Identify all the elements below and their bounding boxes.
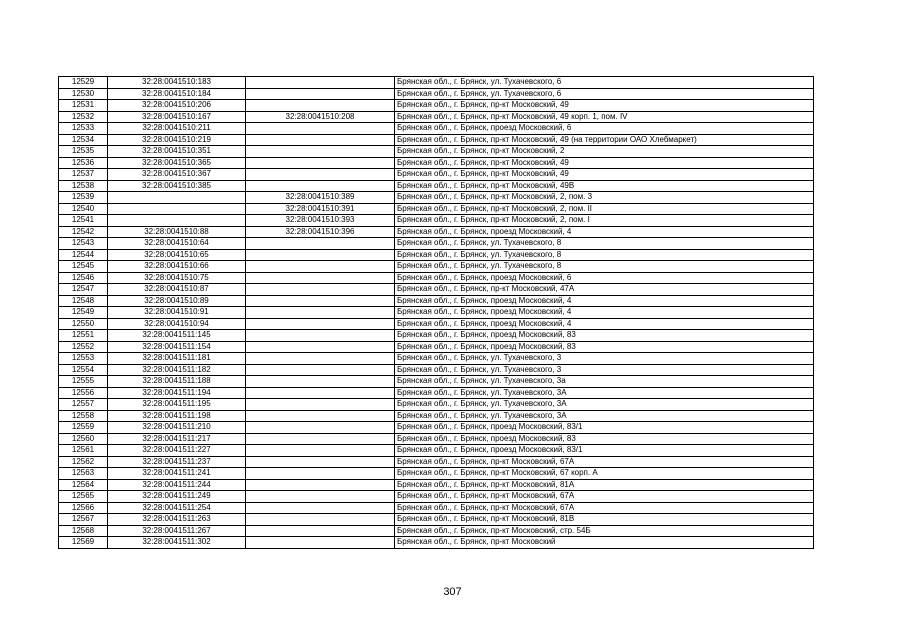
address-cell: Брянская обл., г. Брянск, пр-кт Московский, 49 корп. 1, пом. IV — [395, 111, 814, 123]
cadastral-number-cell: 32:28:0041510:89 — [108, 295, 246, 307]
row-number-cell: 12568 — [59, 525, 108, 537]
row-number-cell: 12554 — [59, 364, 108, 376]
cadastral-number-cell: 32:28:0041511:244 — [108, 479, 246, 491]
parent-cadastral-number-cell — [246, 307, 395, 319]
cadastral-number-cell: 32:28:0041511:267 — [108, 525, 246, 537]
cadastral-number-cell — [108, 203, 246, 215]
cadastral-number-cell: 32:28:0041511:249 — [108, 491, 246, 503]
parent-cadastral-number-cell — [246, 272, 395, 284]
cadastral-number-cell: 32:28:0041511:154 — [108, 341, 246, 353]
row-number-cell: 12530 — [59, 88, 108, 100]
address-cell: Брянская обл., г. Брянск, ул. Тухачевского, 6 — [395, 77, 814, 89]
address-cell: Брянская обл., г. Брянск, пр-кт Московский, 49 — [395, 169, 814, 181]
address-cell: Брянская обл., г. Брянск, ул. Тухачевского, 3 — [395, 353, 814, 365]
cadastral-number-cell: 32:28:0041510:365 — [108, 157, 246, 169]
row-number-cell: 12541 — [59, 215, 108, 227]
address-cell: Брянская обл., г. Брянск, ул. Тухачевского, 3А — [395, 399, 814, 411]
row-number-cell: 12556 — [59, 387, 108, 399]
row-number-cell: 12557 — [59, 399, 108, 411]
table-row — [59, 203, 814, 215]
row-number-cell: 12542 — [59, 226, 108, 238]
address-cell: Брянская обл., г. Брянск, пр-кт Московский, 49 (на территории ОАО Хлебмаркет) — [395, 134, 814, 146]
address-cell: Брянская обл., г. Брянск, ул. Тухачевского, 3а — [395, 376, 814, 388]
table-row — [59, 226, 814, 238]
table-row — [59, 307, 814, 319]
table-row — [59, 364, 814, 376]
parent-cadastral-number-cell — [246, 238, 395, 250]
parent-cadastral-number-cell — [246, 330, 395, 342]
row-number-cell: 12547 — [59, 284, 108, 296]
cadastral-number-cell: 32:28:0041511:188 — [108, 376, 246, 388]
table-row — [59, 169, 814, 181]
parent-cadastral-number-cell — [246, 353, 395, 365]
address-cell: Брянская обл., г. Брянск, пр-кт Московский, 81А — [395, 479, 814, 491]
parent-cadastral-number-cell — [246, 261, 395, 273]
address-cell: Брянская обл., г. Брянск, ул. Тухачевского, 8 — [395, 238, 814, 250]
row-number-cell: 12560 — [59, 433, 108, 445]
table-row — [59, 341, 814, 353]
table-row — [59, 456, 814, 468]
cadastral-number-cell: 32:28:0041511:263 — [108, 514, 246, 526]
row-number-cell: 12538 — [59, 180, 108, 192]
cadastral-number-cell: 32:28:0041510:66 — [108, 261, 246, 273]
row-number-cell: 12549 — [59, 307, 108, 319]
row-number-cell: 12533 — [59, 123, 108, 135]
row-number-cell: 12529 — [59, 77, 108, 89]
cadastral-number-cell: 32:28:0041511:182 — [108, 364, 246, 376]
cadastral-number-cell: 32:28:0041510:206 — [108, 100, 246, 112]
parent-cadastral-number-cell: 32:28:0041510:396 — [246, 226, 395, 238]
row-number-cell: 12532 — [59, 111, 108, 123]
cadastral-number-cell: 32:28:0041511:195 — [108, 399, 246, 411]
parent-cadastral-number-cell — [246, 157, 395, 169]
cadastral-number-cell: 32:28:0041510:211 — [108, 123, 246, 135]
cadastral-number-cell: 32:28:0041510:351 — [108, 146, 246, 158]
row-number-cell: 12551 — [59, 330, 108, 342]
row-number-cell: 12558 — [59, 410, 108, 422]
row-number-cell: 12534 — [59, 134, 108, 146]
address-cell: Брянская обл., г. Брянск, пр-кт Московский, 2 — [395, 146, 814, 158]
cadastral-number-cell: 32:28:0041511:194 — [108, 387, 246, 399]
address-cell: Брянская обл., г. Брянск, пр-кт Московский, 2, пом. 3 — [395, 192, 814, 204]
table-row — [59, 318, 814, 330]
cadastral-number-cell: 32:28:0041510:65 — [108, 249, 246, 261]
parent-cadastral-number-cell — [246, 100, 395, 112]
cadastral-number-cell: 32:28:0041510:219 — [108, 134, 246, 146]
address-cell: Брянская обл., г. Брянск, проезд Московский, 83/1 — [395, 422, 814, 434]
cadastral-number-cell: 32:28:0041510:94 — [108, 318, 246, 330]
table-row — [59, 445, 814, 457]
row-number-cell: 12543 — [59, 238, 108, 250]
address-cell: Брянская обл., г. Брянск, пр-кт Московский, 49 — [395, 157, 814, 169]
row-number-cell: 12567 — [59, 514, 108, 526]
table-row — [59, 272, 814, 284]
parent-cadastral-number-cell — [246, 284, 395, 296]
table-row — [59, 468, 814, 480]
address-cell: Брянская обл., г. Брянск, ул. Тухачевского, 6 — [395, 88, 814, 100]
parent-cadastral-number-cell — [246, 537, 395, 549]
parent-cadastral-number-cell — [246, 318, 395, 330]
cadastral-number-cell: 32:28:0041511:254 — [108, 502, 246, 514]
row-number-cell: 12539 — [59, 192, 108, 204]
row-number-cell: 12548 — [59, 295, 108, 307]
row-number-cell: 12559 — [59, 422, 108, 434]
parent-cadastral-number-cell — [246, 341, 395, 353]
table-row — [59, 77, 814, 89]
table-row — [59, 491, 814, 503]
table-row — [59, 238, 814, 250]
cadastral-number-cell: 32:28:0041510:64 — [108, 238, 246, 250]
row-number-cell: 12535 — [59, 146, 108, 158]
row-number-cell: 12565 — [59, 491, 108, 503]
table-row — [59, 180, 814, 192]
cadastral-number-cell — [108, 192, 246, 204]
row-number-cell: 12563 — [59, 468, 108, 480]
table-row — [59, 134, 814, 146]
table-row — [59, 376, 814, 388]
address-cell: Брянская обл., г. Брянск, проезд Московский, 83/1 — [395, 445, 814, 457]
page-number: 307 — [443, 586, 462, 598]
row-number-cell: 12545 — [59, 261, 108, 273]
address-cell: Брянская обл., г. Брянск, пр-кт Московский, 47А — [395, 284, 814, 296]
address-cell: Брянская обл., г. Брянск, пр-кт Московский, 2, пом. II — [395, 203, 814, 215]
row-number-cell: 12540 — [59, 203, 108, 215]
address-cell: Брянская обл., г. Брянск, проезд Московский, 4 — [395, 226, 814, 238]
table-row — [59, 111, 814, 123]
row-number-cell: 12546 — [59, 272, 108, 284]
parent-cadastral-number-cell — [246, 468, 395, 480]
table-row — [59, 479, 814, 491]
row-number-cell: 12562 — [59, 456, 108, 468]
cadastral-number-cell: 32:28:0041511:302 — [108, 537, 246, 549]
parent-cadastral-number-cell — [246, 502, 395, 514]
cadastral-number-cell: 32:28:0041511:241 — [108, 468, 246, 480]
row-number-cell: 12536 — [59, 157, 108, 169]
address-cell: Брянская обл., г. Брянск, проезд Московский, 83 — [395, 341, 814, 353]
address-cell: Брянская обл., г. Брянск, пр-кт Московский, 67А — [395, 502, 814, 514]
cadastral-number-cell: 32:28:0041510:367 — [108, 169, 246, 181]
address-cell: Брянская обл., г. Брянск, пр-кт Московский, 49В — [395, 180, 814, 192]
parent-cadastral-number-cell: 32:28:0041510:391 — [246, 203, 395, 215]
address-cell: Брянская обл., г. Брянск, пр-кт Московский, 2, пом. I — [395, 215, 814, 227]
table-row — [59, 88, 814, 100]
table-row — [59, 502, 814, 514]
cadastral-number-cell: 32:28:0041511:145 — [108, 330, 246, 342]
registry-table — [58, 76, 814, 549]
parent-cadastral-number-cell — [246, 249, 395, 261]
parent-cadastral-number-cell — [246, 422, 395, 434]
cadastral-number-cell: 32:28:0041511:227 — [108, 445, 246, 457]
cadastral-number-cell: 32:28:0041510:385 — [108, 180, 246, 192]
table-row — [59, 525, 814, 537]
parent-cadastral-number-cell: 32:28:0041510:389 — [246, 192, 395, 204]
table-row — [59, 261, 814, 273]
cadastral-number-cell — [108, 215, 246, 227]
parent-cadastral-number-cell — [246, 77, 395, 89]
parent-cadastral-number-cell — [246, 399, 395, 411]
parent-cadastral-number-cell — [246, 376, 395, 388]
cadastral-number-cell: 32:28:0041510:183 — [108, 77, 246, 89]
parent-cadastral-number-cell — [246, 134, 395, 146]
cadastral-number-cell: 32:28:0041511:217 — [108, 433, 246, 445]
cadastral-number-cell: 32:28:0041511:237 — [108, 456, 246, 468]
cadastral-number-cell: 32:28:0041511:181 — [108, 353, 246, 365]
parent-cadastral-number-cell: 32:28:0041510:208 — [246, 111, 395, 123]
row-number-cell: 12553 — [59, 353, 108, 365]
parent-cadastral-number-cell — [246, 123, 395, 135]
address-cell: Брянская обл., г. Брянск, пр-кт Московский, 67А — [395, 456, 814, 468]
cadastral-number-cell: 32:28:0041511:210 — [108, 422, 246, 434]
table-row — [59, 249, 814, 261]
cadastral-number-cell: 32:28:0041510:75 — [108, 272, 246, 284]
cadastral-number-cell: 32:28:0041510:184 — [108, 88, 246, 100]
table-row — [59, 295, 814, 307]
address-cell: Брянская обл., г. Брянск, ул. Тухачевского, 8 — [395, 249, 814, 261]
row-number-cell: 12552 — [59, 341, 108, 353]
address-cell: Брянская обл., г. Брянск, проезд Московский, 4 — [395, 307, 814, 319]
address-cell: Брянская обл., г. Брянск, ул. Тухачевского, 8 — [395, 261, 814, 273]
row-number-cell: 12561 — [59, 445, 108, 457]
table-row — [59, 215, 814, 227]
parent-cadastral-number-cell — [246, 146, 395, 158]
table-row — [59, 410, 814, 422]
parent-cadastral-number-cell — [246, 445, 395, 457]
parent-cadastral-number-cell — [246, 387, 395, 399]
parent-cadastral-number-cell — [246, 410, 395, 422]
parent-cadastral-number-cell — [246, 88, 395, 100]
table-row — [59, 157, 814, 169]
row-number-cell: 12555 — [59, 376, 108, 388]
parent-cadastral-number-cell — [246, 514, 395, 526]
address-cell: Брянская обл., г. Брянск, проезд Московский, 4 — [395, 318, 814, 330]
table-row — [59, 330, 814, 342]
table-row — [59, 146, 814, 158]
parent-cadastral-number-cell — [246, 169, 395, 181]
address-cell: Брянская обл., г. Брянск, проезд Московский, 6 — [395, 123, 814, 135]
table-row — [59, 123, 814, 135]
parent-cadastral-number-cell — [246, 525, 395, 537]
parent-cadastral-number-cell — [246, 295, 395, 307]
cadastral-number-cell: 32:28:0041510:88 — [108, 226, 246, 238]
cadastral-number-cell: 32:28:0041511:198 — [108, 410, 246, 422]
row-number-cell: 12544 — [59, 249, 108, 261]
address-cell: Брянская обл., г. Брянск, пр-кт Московский, 67 корп. А — [395, 468, 814, 480]
table-row — [59, 537, 814, 549]
parent-cadastral-number-cell — [246, 433, 395, 445]
address-cell: Брянская обл., г. Брянск, проезд Московский, 83 — [395, 433, 814, 445]
row-number-cell: 12550 — [59, 318, 108, 330]
row-number-cell: 12564 — [59, 479, 108, 491]
table-row — [59, 387, 814, 399]
cadastral-number-cell: 32:28:0041510:91 — [108, 307, 246, 319]
row-number-cell: 12537 — [59, 169, 108, 181]
table-row — [59, 192, 814, 204]
address-cell: Брянская обл., г. Брянск, ул. Тухачевского, 3А — [395, 410, 814, 422]
address-cell: Брянская обл., г. Брянск, пр-кт Московский, 49 — [395, 100, 814, 112]
parent-cadastral-number-cell — [246, 364, 395, 376]
parent-cadastral-number-cell: 32:28:0041510:393 — [246, 215, 395, 227]
address-cell: Брянская обл., г. Брянск, проезд Московский, 4 — [395, 295, 814, 307]
address-cell: Брянская обл., г. Брянск, пр-кт Московский, 67А — [395, 491, 814, 503]
address-cell: Брянская обл., г. Брянск, проезд Московский, 83 — [395, 330, 814, 342]
cadastral-number-cell: 32:28:0041510:167 — [108, 111, 246, 123]
table-row — [59, 422, 814, 434]
table-row — [59, 399, 814, 411]
row-number-cell: 12531 — [59, 100, 108, 112]
parent-cadastral-number-cell — [246, 180, 395, 192]
parent-cadastral-number-cell — [246, 479, 395, 491]
address-cell: Брянская обл., г. Брянск, ул. Тухачевского, 3А — [395, 387, 814, 399]
registry-table-body — [59, 77, 814, 549]
parent-cadastral-number-cell — [246, 456, 395, 468]
table-row — [59, 100, 814, 112]
parent-cadastral-number-cell — [246, 491, 395, 503]
table-row — [59, 284, 814, 296]
table-row — [59, 353, 814, 365]
address-cell: Брянская обл., г. Брянск, проезд Московский, 6 — [395, 272, 814, 284]
row-number-cell: 12566 — [59, 502, 108, 514]
table-row — [59, 514, 814, 526]
row-number-cell: 12569 — [59, 537, 108, 549]
address-cell: Брянская обл., г. Брянск, пр-кт Московский — [395, 537, 814, 549]
address-cell: Брянская обл., г. Брянск, пр-кт Московский, стр. 54Б — [395, 525, 814, 537]
address-cell: Брянская обл., г. Брянск, пр-кт Московский, 81В — [395, 514, 814, 526]
table-row — [59, 433, 814, 445]
cadastral-number-cell: 32:28:0041510:87 — [108, 284, 246, 296]
address-cell: Брянская обл., г. Брянск, ул. Тухачевского, 3 — [395, 364, 814, 376]
